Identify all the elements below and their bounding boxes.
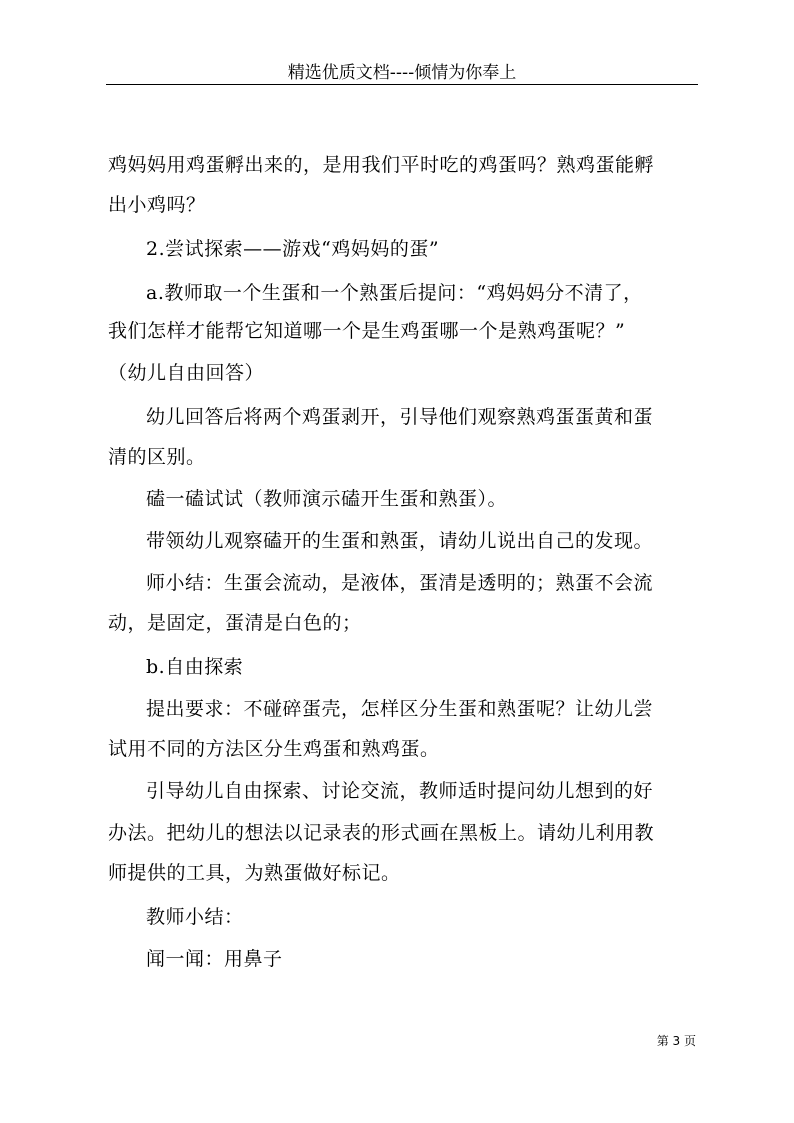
text-line: 教师小结： [146, 906, 244, 928]
text-line: 引导幼儿自由探索、讨论交流，教师适时提问幼儿想到的好 [146, 780, 654, 802]
text-line: 磕一磕试试（教师演示磕开生蛋和熟蛋）。 [146, 488, 508, 510]
text-line: 闻一闻：用鼻子 [146, 948, 283, 970]
text-line: 师小结：生蛋会流动，是液体，蛋清是透明的；熟蛋不会流 [146, 572, 654, 594]
text-line: 幼儿回答后将两个鸡蛋剥开，引导他们观察熟鸡蛋蛋黄和蛋 [146, 406, 654, 428]
text-line: 清的区别。 [108, 446, 206, 468]
text-line: a.教师取一个生蛋和一个熟蛋后提问：“鸡妈妈分不清了， [146, 282, 643, 304]
header-divider [106, 84, 698, 85]
text-line: 师提供的工具，为熟蛋做好标记。 [108, 862, 401, 884]
text-line: 我们怎样才能帮它知道哪一个是生鸡蛋哪一个是熟鸡蛋呢？” [108, 320, 626, 342]
text-line: b.自由探索 [146, 656, 244, 678]
text-line: （幼儿自由回答） [108, 362, 265, 384]
text-line: 办法。把幼儿的想法以记录表的形式画在黑板上。请幼儿利用教 [108, 822, 655, 844]
text-line: 提出要求：不碰碎蛋壳，怎样区分生蛋和熟蛋呢？让幼儿尝 [146, 698, 654, 720]
text-line: 2.尝试探索——游戏“鸡妈妈的蛋” [146, 238, 440, 260]
text-line: 动，是固定，蛋清是白色的； [108, 612, 362, 634]
text-line: 试用不同的方法区分生鸡蛋和熟鸡蛋。 [108, 738, 440, 760]
text-line: 出小鸡吗？ [108, 194, 206, 216]
text-line: 鸡妈妈用鸡蛋孵出来的，是用我们平时吃的鸡蛋吗？熟鸡蛋能孵 [108, 154, 655, 176]
header-title: 精选优质文档----倾情为你奉上 [287, 63, 517, 83]
text-line: 带领幼儿观察磕开的生蛋和熟蛋，请幼儿说出自己的发现。 [146, 530, 654, 552]
page-number: 第 3 页 [656, 1034, 696, 1048]
